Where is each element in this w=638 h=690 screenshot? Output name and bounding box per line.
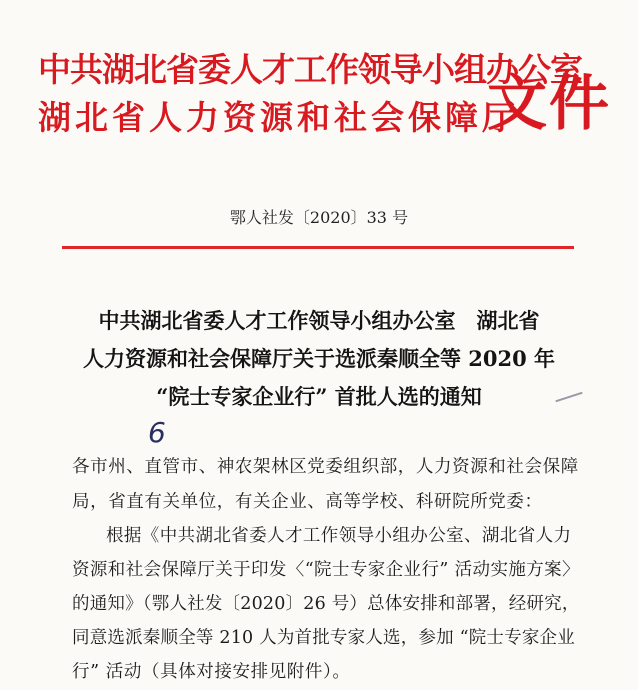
handwritten-mark: 6 xyxy=(148,416,166,449)
body-line-1: 各市州、直管市、神农架林区党委组织部，人力资源和社会保障 xyxy=(72,457,579,477)
title-line-1: 中共湖北省委人才工作领导小组办公室 湖北省 xyxy=(98,308,540,333)
body-line-3: 根据《中共湖北省委人才工作领导小组办公室、湖北省人力 xyxy=(106,526,572,546)
title-line-2: 人力资源和社会保障厅关于选派秦顺全等 2020 年 xyxy=(82,346,556,371)
red-divider-line xyxy=(62,246,574,249)
issuer-line-2: 湖北省人力资源和社会保障厅 xyxy=(38,98,519,137)
issuer-line-1: 中共湖北省委人才工作领导小组办公室 xyxy=(38,50,582,89)
document-number: 鄂人社发〔2020〕33 号 xyxy=(229,208,409,227)
body-line-4: 资源和社会保障厅关于印发〈“院士专家企业行” 活动实施方案〉 xyxy=(72,560,580,580)
document-label: 文件 xyxy=(487,69,611,139)
body-line-2: 局，省直有关单位，有关企业、高等学校、科研院所党委： xyxy=(72,492,543,512)
body-line-6: 同意选派秦顺全等 210 人为首批专家人选，参加 “院士专家企业 xyxy=(72,628,575,648)
title-line-3: “院士专家企业行” 首批人选的通知 xyxy=(156,384,482,409)
body-line-5: 的通知》（鄂人社发〔2020〕26 号）总体安排和部署，经研究， xyxy=(72,594,580,614)
body-line-7: 行” 活动（具体对接安排见附件）。 xyxy=(72,662,351,682)
